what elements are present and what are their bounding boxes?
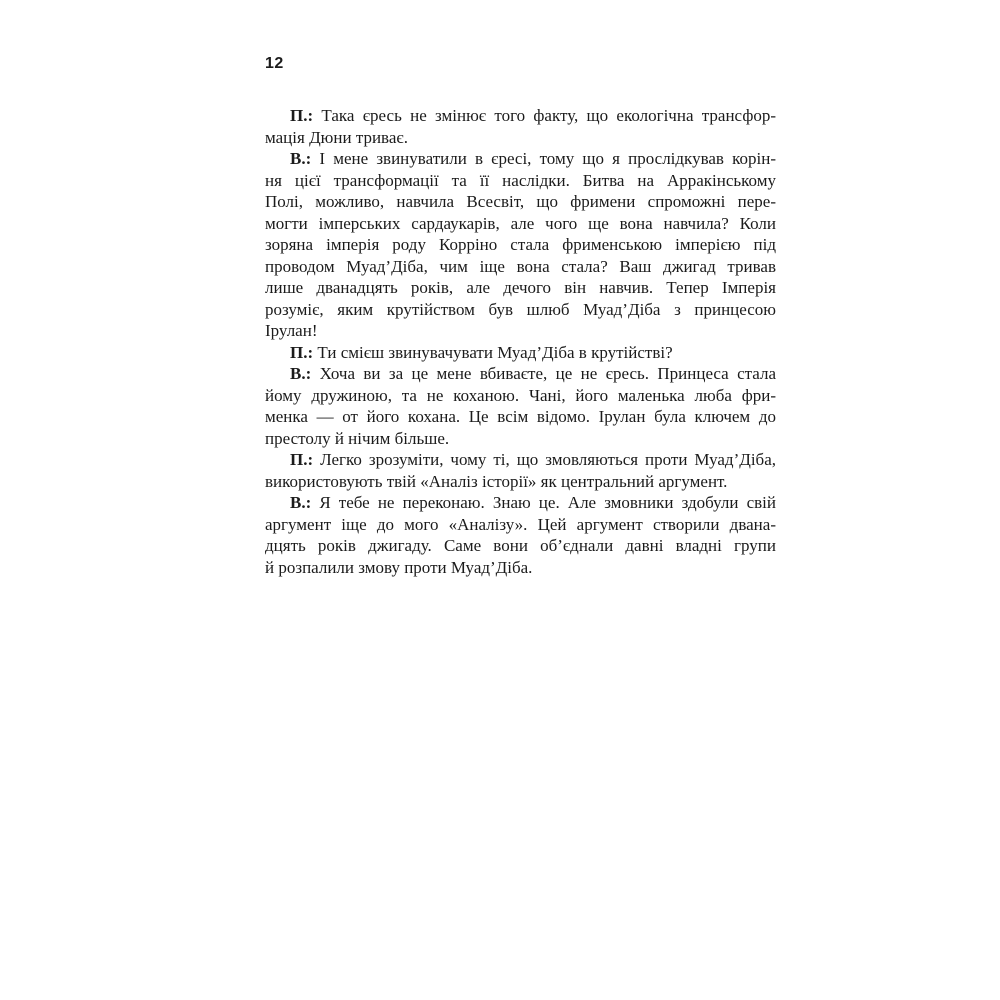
speaker-label: П.: bbox=[290, 450, 314, 469]
text-line: дцять років джигаду. Саме вони об’єднали давні владні групи bbox=[265, 536, 776, 555]
text-line: проводом Муад’Діба, чим іще вона стала? Ваш джигад тривав bbox=[265, 256, 776, 276]
text-line: розуміє, яким крутійством був шлюб Муад’Діба з принцесою bbox=[265, 299, 776, 319]
text-line: зоряна імперія роду Корріно стала фрименською імперією під bbox=[265, 235, 776, 254]
text-line: йому дружиною, та не коханою. Чані, його маленька люба фри- bbox=[265, 385, 776, 405]
text-line: менка — от його кохана. Це всім відомо. Ірулан була ключем до bbox=[265, 407, 776, 426]
text-line: П.: Така єресь не змінює того факту, що екологічна трансфор- bbox=[290, 106, 776, 125]
text-line: мація Дюни триває. bbox=[265, 127, 408, 147]
text-line: В.: І мене звинуватили в єресі, тому що я прослідкував корін- bbox=[290, 149, 776, 168]
speaker-label: В.: bbox=[290, 364, 312, 383]
speaker-label: П.: bbox=[290, 342, 314, 362]
text-line: використовують твій «Аналіз історії» як центральний аргумент. bbox=[265, 471, 728, 491]
text-line: престолу й нічим більше. bbox=[265, 428, 450, 448]
text-line: В.: Хоча ви за це мене вбиваєте, це не єресь. Принцеса стала bbox=[290, 364, 776, 383]
text-line: В.: Я тебе не переконаю. Знаю це. Але змовники здобули свій bbox=[290, 493, 776, 512]
page-number: 12 bbox=[265, 55, 284, 72]
text-line: аргумент іще до мого «Аналізу». Цей аргумент створили двана- bbox=[265, 514, 776, 534]
text-line: лише дванадцять років, але дечого він навчив. Тепер Імперія bbox=[265, 278, 776, 297]
text-line: П.: Легко зрозуміти, чому ті, що змовляються проти Муад’Діба, bbox=[290, 450, 776, 469]
speaker-label: В.: bbox=[290, 493, 312, 512]
text-line: могти імперських сардаукарів, але чого ще вона навчила? Коли bbox=[265, 213, 776, 233]
speaker-label: В.: bbox=[290, 149, 312, 168]
text-line: Полі, можливо, навчила Всесвіт, що фримени спроможні пере- bbox=[265, 192, 776, 211]
speaker-label: П.: bbox=[290, 106, 314, 125]
text-line: Ірулан! bbox=[265, 321, 318, 340]
body-text bbox=[265, 105, 776, 578]
text-line: П.: Ти смієш звинувачувати Муад’Діба в крутійстві? bbox=[290, 342, 673, 362]
text-line: ня цієї трансформації та її наслідки. Битва на Арракінському bbox=[265, 170, 776, 190]
text-line: й розпалили змову проти Муад’Діба. bbox=[265, 557, 533, 577]
